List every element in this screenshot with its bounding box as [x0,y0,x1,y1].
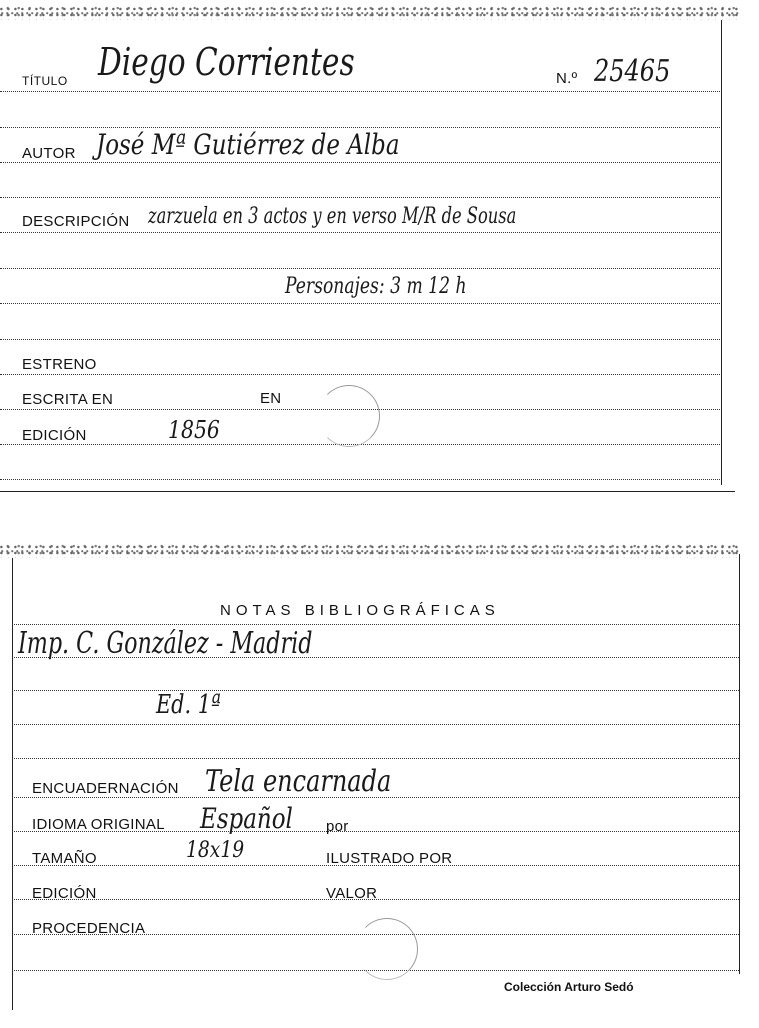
en-label: EN [260,390,282,407]
encuadernacion-value: Tela encarnada [205,764,392,799]
edicion-value: 1856 [168,416,220,444]
scan-speckle-edge [0,544,739,558]
punch-hole-mark [356,918,418,980]
idioma-label: IDIOMA ORIGINAL [32,816,165,833]
autor-value: José Mª Gutiérrez de Alba [96,128,400,161]
valor-label: VALOR [326,885,378,902]
punch-hole-mark [318,385,380,447]
titulo-value: Diego Corrientes [98,40,355,84]
notas-line-2: Ed. 1ª [156,690,221,720]
numero-value: 25465 [594,54,671,89]
por-label: por [326,818,349,835]
scan-speckle-edge [0,6,739,20]
collection-credit: Colección Arturo Sedó [504,980,634,994]
catalog-card-top [0,0,759,500]
card-right-edge [739,554,740,974]
titulo-label: TÍTULO [22,74,68,88]
edicion-label: EDICIÓN [22,427,87,444]
descripcion-label: DESCRIPCIÓN [22,213,130,230]
autor-label: AUTOR [22,145,76,162]
card-left-edge [12,558,13,1010]
card-right-edge [721,20,722,485]
estreno-label: ESTRENO [22,356,97,373]
tamano-value: 18x19 [186,838,245,863]
tamano-label: TAMAÑO [32,850,97,867]
encuadernacion-label: ENCUADERNACIÓN [32,780,179,797]
ilustrado-label: ILUSTRADO POR [326,850,453,867]
descripcion-value: zarzuela en 3 actos y en verso M/R de Sousa [148,204,517,229]
notas-heading: NOTAS BIBLIOGRÁFICAS [220,602,500,619]
card-bottom-edge [0,491,735,492]
procedencia-label: PROCEDENCIA [32,920,146,937]
edicion-label: EDICIÓN [32,885,97,902]
catalog-card-bottom [0,540,759,1010]
descripcion-value-2: Personajes: 3 m 12 h [285,274,467,299]
idioma-value: Español [200,802,293,835]
notas-line-1: Imp. C. González - Madrid [18,626,313,661]
numero-label: N.º [556,70,578,87]
escrita-en-label: ESCRITA EN [22,391,114,408]
